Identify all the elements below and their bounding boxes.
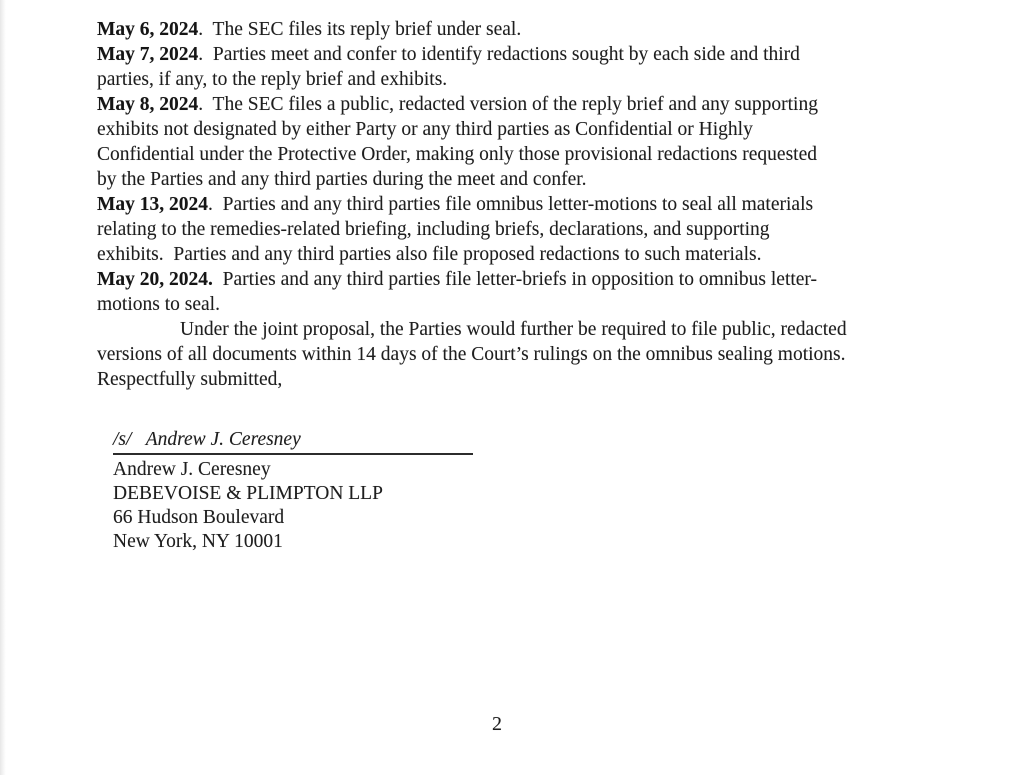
paragraph-date: May 13, 2024	[97, 194, 209, 215]
document-body	[97, 17, 957, 554]
paragraph-may-13-2024	[97, 192, 825, 267]
paragraph-text: Parties and any third parties file letter-briefs in opposition to omnibus letter-motions to seal.	[97, 269, 818, 315]
paragraph-text: . The SEC files its reply brief under seal.	[198, 19, 522, 40]
closing-paragraph: Under the joint proposal, the Parties would further be required to file public, redacted versions of all documents within 14 days of the Court’s rulings on the omnibus sealing motions.	[97, 319, 847, 365]
scan-page-edge	[0, 0, 6, 775]
signer-name: Andrew J. Ceresney	[113, 459, 271, 480]
paragraph-date: May 8, 2024	[97, 94, 199, 115]
paragraph-may-7-2024	[97, 42, 825, 92]
signature-line	[113, 428, 957, 458]
firm-name: DEBEVOISE & PLIMPTON LLP	[113, 483, 383, 504]
page-number: 2	[492, 713, 502, 735]
paragraph-may-6-2024	[97, 17, 825, 42]
signature-block	[113, 428, 957, 554]
respectfully-submitted: Respectfully submitted,	[97, 369, 283, 390]
address-city: New York, NY 10001	[113, 531, 283, 552]
paragraph-may-20-2024	[97, 267, 825, 317]
paragraph-text: . Parties meet and confer to identify redactions sought by each side and third parties, if any, to the reply brief and exhibits.	[97, 44, 800, 90]
paragraph-date: May 6, 2024	[97, 19, 199, 40]
paragraph-text: . Parties and any third parties file omnibus letter-motions to seal all materials relating to the remedies-related briefing, including briefs, declarations, and supporting exhibits. Parties and any third parties also file proposed redactions to such materials.	[97, 194, 814, 265]
paragraph-date: May 20, 2024.	[97, 269, 213, 290]
address-street: 66 Hudson Boulevard	[113, 507, 285, 528]
paragraph-may-8-2024	[97, 92, 825, 192]
paragraph-text: . The SEC files a public, redacted version of the reply brief and any supporting exhibits not designated by either Party or any third parties as Confidential or Highly Confidential under the Protective Order, making only those provisional redactions requested by the Parties and any third parties during the meet and confer.	[97, 94, 818, 190]
signature-script: /s/ Andrew J. Ceresney	[113, 428, 473, 455]
paragraph-date: May 7, 2024	[97, 44, 199, 65]
